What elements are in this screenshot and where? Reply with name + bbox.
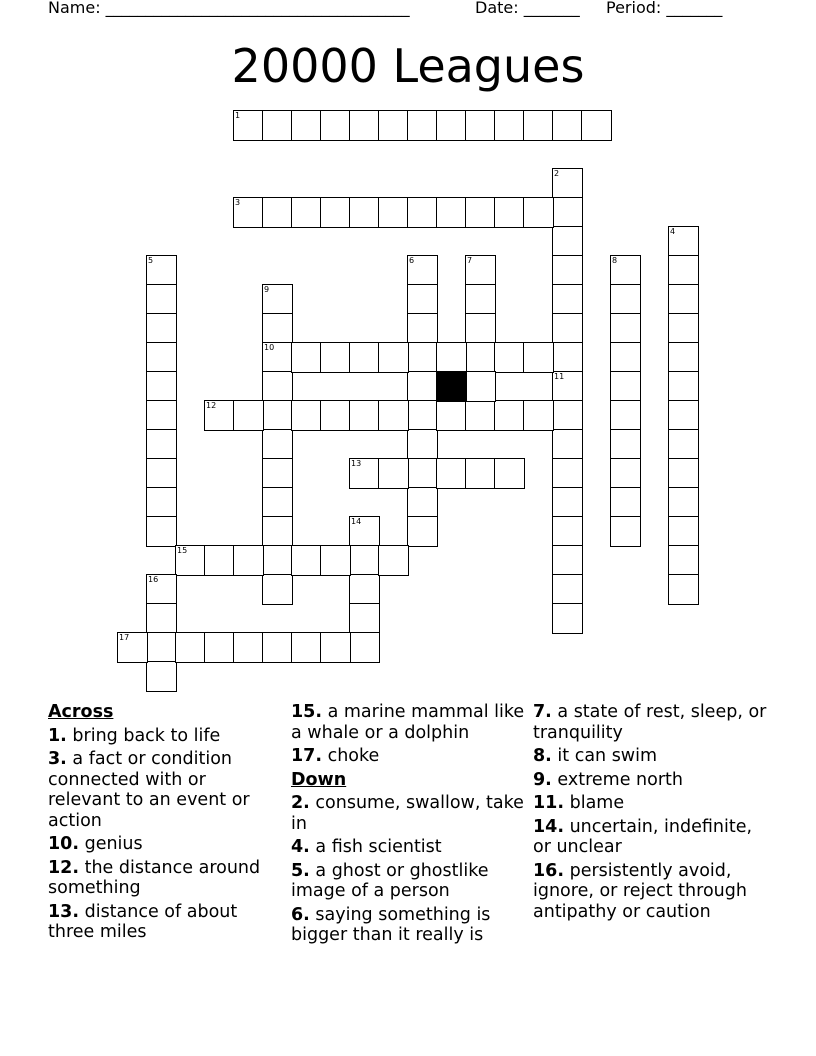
- grid-cell[interactable]: [668, 400, 699, 431]
- grid-cell[interactable]: [262, 574, 293, 605]
- grid-cell[interactable]: [146, 429, 177, 460]
- clue-down-14: 14. uncertain, indefinite, or unclear: [533, 816, 753, 857]
- grid-cell[interactable]: [407, 255, 438, 286]
- clues-column-2: [291, 702, 527, 949]
- grid-cell[interactable]: [204, 632, 235, 663]
- clue-down-16: 16. persistently avoid, ignore, or reject through antipathy or caution: [533, 860, 747, 922]
- grid-cell[interactable]: [465, 342, 496, 373]
- grid-cell[interactable]: [378, 545, 409, 576]
- cell-number: 12: [206, 401, 217, 410]
- grid-cell[interactable]: [552, 516, 583, 547]
- cell-number: 4: [670, 227, 676, 236]
- grid-cell[interactable]: [668, 487, 699, 518]
- clue-down-6: 6. saying something is bigger than it really is: [291, 904, 491, 945]
- cell-number: 8: [612, 256, 618, 265]
- grid-cell[interactable]: [146, 284, 177, 315]
- grid-cell[interactable]: [668, 255, 699, 286]
- grid-cell[interactable]: [552, 255, 583, 286]
- grid-cell[interactable]: [233, 110, 264, 141]
- grid-cell[interactable]: [668, 284, 699, 315]
- grid-cell[interactable]: [494, 458, 525, 489]
- clue-down-5: 5. a ghost or ghostlike image of a person: [291, 860, 489, 901]
- cell-number: 7: [467, 256, 473, 265]
- grid-cell[interactable]: [523, 197, 554, 228]
- grid-cell[interactable]: [262, 545, 293, 576]
- grid-cell[interactable]: [552, 458, 583, 489]
- grid-cell[interactable]: [407, 313, 438, 344]
- grid-cell[interactable]: [204, 400, 235, 431]
- cell-number: 16: [148, 575, 159, 584]
- grid-cell[interactable]: [668, 342, 699, 373]
- cell-number: 3: [235, 198, 241, 207]
- grid-cell[interactable]: [610, 313, 641, 344]
- clue-across-17: 17. choke: [291, 746, 380, 766]
- grid-cell[interactable]: [262, 371, 293, 402]
- grid-cell[interactable]: [320, 110, 351, 141]
- cell-number: 6: [409, 256, 415, 265]
- grid-cell[interactable]: [146, 255, 177, 286]
- cell-number: 1: [235, 111, 241, 120]
- grid-cell[interactable]: [320, 342, 351, 373]
- grid-cell[interactable]: [552, 603, 583, 634]
- grid-cell[interactable]: [349, 110, 380, 141]
- grid-cell[interactable]: [407, 429, 438, 460]
- clue-across-10: 10. genius: [48, 834, 143, 854]
- grid-cell[interactable]: [146, 603, 177, 634]
- grid-cell[interactable]: [320, 632, 351, 663]
- name-field-label: Name: ______________________________________: [48, 0, 410, 17]
- grid-cell[interactable]: [262, 342, 293, 373]
- grid-cell[interactable]: [175, 545, 206, 576]
- grid-cell[interactable]: [262, 516, 293, 547]
- cell-number: 11: [554, 372, 565, 381]
- grid-cell[interactable]: [668, 371, 699, 402]
- grid-cell[interactable]: [349, 400, 380, 431]
- grid-cell[interactable]: [668, 458, 699, 489]
- grid-cell[interactable]: [523, 342, 554, 373]
- clue-across-15: 15. a marine mammal like a whale or a dolphin: [291, 702, 525, 743]
- grid-cell[interactable]: [146, 371, 177, 402]
- grid-cell[interactable]: [204, 545, 235, 576]
- grid-cell[interactable]: [407, 110, 438, 141]
- grid-cell[interactable]: [146, 574, 177, 605]
- grid-cell[interactable]: [262, 284, 293, 315]
- grid-cell[interactable]: [349, 342, 380, 373]
- grid-cell[interactable]: [552, 545, 583, 576]
- grid-cell[interactable]: [610, 400, 641, 431]
- grid-cell[interactable]: [146, 516, 177, 547]
- grid-cell[interactable]: [494, 197, 525, 228]
- grid-cell[interactable]: [465, 313, 496, 344]
- grid-cell[interactable]: [378, 458, 409, 489]
- grid-cell[interactable]: [262, 429, 293, 460]
- clue-across-12: 12. the distance around something: [48, 857, 261, 898]
- grid-cell[interactable]: [291, 197, 322, 228]
- grid-cell[interactable]: [610, 429, 641, 460]
- grid-cell[interactable]: [552, 110, 583, 141]
- grid-cell[interactable]: [407, 458, 438, 489]
- grid-cell[interactable]: [146, 458, 177, 489]
- grid-cell[interactable]: [378, 197, 409, 228]
- grid-cell[interactable]: [610, 255, 641, 286]
- date-field-label: Date: _______: [475, 0, 580, 17]
- grid-cell[interactable]: [262, 487, 293, 518]
- puzzle-title: 20000 Leagues: [231, 39, 585, 93]
- grid-cell[interactable]: [320, 197, 351, 228]
- grid-cell[interactable]: [610, 371, 641, 402]
- grid-cell[interactable]: [465, 400, 496, 431]
- grid-cell[interactable]: [233, 545, 264, 576]
- cell-number: 14: [351, 517, 362, 526]
- grid-cell[interactable]: [668, 313, 699, 344]
- grid-cell[interactable]: [262, 197, 293, 228]
- grid-cell[interactable]: [146, 400, 177, 431]
- grid-cell[interactable]: [349, 632, 380, 663]
- grid-cell[interactable]: [233, 400, 264, 431]
- grid-cell[interactable]: [465, 255, 496, 286]
- blocked-cell: [436, 371, 467, 402]
- grid-cell[interactable]: [146, 313, 177, 344]
- grid-cell[interactable]: [552, 313, 583, 344]
- grid-cell[interactable]: [262, 400, 293, 431]
- grid-cell[interactable]: [146, 487, 177, 518]
- grid-cell[interactable]: [233, 197, 264, 228]
- grid-cell[interactable]: [668, 429, 699, 460]
- grid-cell[interactable]: [436, 110, 467, 141]
- grid-cell[interactable]: [407, 516, 438, 547]
- clue-across-1: 1. bring back to life: [48, 725, 221, 746]
- grid-cell[interactable]: [552, 400, 583, 431]
- grid-cell[interactable]: [320, 400, 351, 431]
- grid-cell[interactable]: [552, 487, 583, 518]
- grid-cell[interactable]: [552, 574, 583, 605]
- grid-cell[interactable]: [175, 632, 206, 663]
- clues-column-3: [533, 702, 773, 925]
- grid-cell[interactable]: [552, 342, 583, 373]
- grid-cell[interactable]: [320, 545, 351, 576]
- grid-cell[interactable]: [465, 458, 496, 489]
- cell-number: 17: [119, 633, 130, 642]
- clues-column-1: [48, 702, 283, 946]
- grid-cell[interactable]: [378, 110, 409, 141]
- clue-across-13: 13. distance of about three miles: [48, 901, 238, 942]
- grid-cell[interactable]: [146, 661, 177, 692]
- cell-number: 2: [554, 169, 560, 178]
- clue-down-2: 2. consume, swallow, take in: [291, 793, 524, 834]
- grid-cell[interactable]: [668, 574, 699, 605]
- grid-cell[interactable]: [407, 487, 438, 518]
- grid-cell[interactable]: [465, 197, 496, 228]
- grid-cell[interactable]: [291, 632, 322, 663]
- grid-cell[interactable]: [523, 110, 554, 141]
- clue-down-8: 8. it can swim: [533, 746, 658, 766]
- grid-cell[interactable]: [610, 284, 641, 315]
- grid-cell[interactable]: [262, 313, 293, 344]
- grid-cell[interactable]: [262, 632, 293, 663]
- grid-cell[interactable]: [552, 168, 583, 199]
- grid-cell[interactable]: [610, 516, 641, 547]
- grid-cell[interactable]: [407, 342, 438, 373]
- grid-cell[interactable]: [552, 371, 583, 402]
- grid-cell[interactable]: [407, 400, 438, 431]
- cell-number: 15: [177, 546, 188, 555]
- grid-cell[interactable]: [494, 110, 525, 141]
- grid-cell[interactable]: [436, 342, 467, 373]
- grid-cell[interactable]: [436, 400, 467, 431]
- grid-cell[interactable]: [581, 110, 612, 141]
- grid-cell[interactable]: [494, 342, 525, 373]
- grid-cell[interactable]: [146, 342, 177, 373]
- grid-cell[interactable]: [465, 110, 496, 141]
- grid-cell[interactable]: [349, 197, 380, 228]
- clue-down-4: 4. a fish scientist: [291, 837, 442, 857]
- grid-cell[interactable]: [407, 197, 438, 228]
- grid-cell[interactable]: [552, 197, 583, 228]
- grid-cell[interactable]: [668, 516, 699, 547]
- grid-cell[interactable]: [349, 458, 380, 489]
- grid-cell[interactable]: [378, 400, 409, 431]
- grid-cell[interactable]: [523, 400, 554, 431]
- clue-down-9: 9. extreme north: [533, 769, 683, 790]
- clue-down-11: 11. blame: [533, 793, 625, 813]
- grid-cell[interactable]: [407, 284, 438, 315]
- grid-cell[interactable]: [465, 284, 496, 315]
- grid-cell[interactable]: [407, 371, 438, 402]
- grid-cell[interactable]: [668, 226, 699, 257]
- cell-number: 10: [264, 343, 275, 352]
- cell-number: 13: [351, 459, 362, 468]
- grid-cell[interactable]: [262, 110, 293, 141]
- grid-cell[interactable]: [668, 545, 699, 576]
- grid-cell[interactable]: [610, 487, 641, 518]
- down-heading: Down: [291, 769, 347, 790]
- grid-cell[interactable]: [465, 371, 496, 402]
- grid-cell[interactable]: [610, 458, 641, 489]
- grid-cell[interactable]: [349, 603, 380, 634]
- grid-cell[interactable]: [146, 632, 177, 663]
- period-field-label: Period: _______: [606, 0, 723, 17]
- clue-down-7: 7. a state of rest, sleep, or tranquility: [533, 702, 767, 743]
- grid-cell[interactable]: [494, 400, 525, 431]
- grid-cell[interactable]: [378, 342, 409, 373]
- cell-number: 5: [148, 256, 154, 265]
- grid-cell[interactable]: [610, 342, 641, 373]
- grid-cell[interactable]: [436, 458, 467, 489]
- clue-across-3: 3. a fact or condition connected with or relevant to an event or action: [48, 749, 250, 831]
- grid-cell[interactable]: [233, 632, 264, 663]
- grid-cell[interactable]: [349, 516, 380, 547]
- grid-cell[interactable]: [349, 574, 380, 605]
- grid-cell[interactable]: [117, 632, 148, 663]
- grid-cell[interactable]: [552, 429, 583, 460]
- cell-number: 9: [264, 285, 270, 294]
- grid-cell[interactable]: [262, 458, 293, 489]
- across-heading: Across: [48, 702, 114, 722]
- grid-cell[interactable]: [552, 284, 583, 315]
- grid-cell[interactable]: [552, 226, 583, 257]
- grid-cell[interactable]: [436, 197, 467, 228]
- grid-cell[interactable]: [291, 342, 322, 373]
- grid-cell[interactable]: [291, 545, 322, 576]
- grid-cell[interactable]: [291, 110, 322, 141]
- grid-cell[interactable]: [291, 400, 322, 431]
- grid-cell[interactable]: [349, 545, 380, 576]
